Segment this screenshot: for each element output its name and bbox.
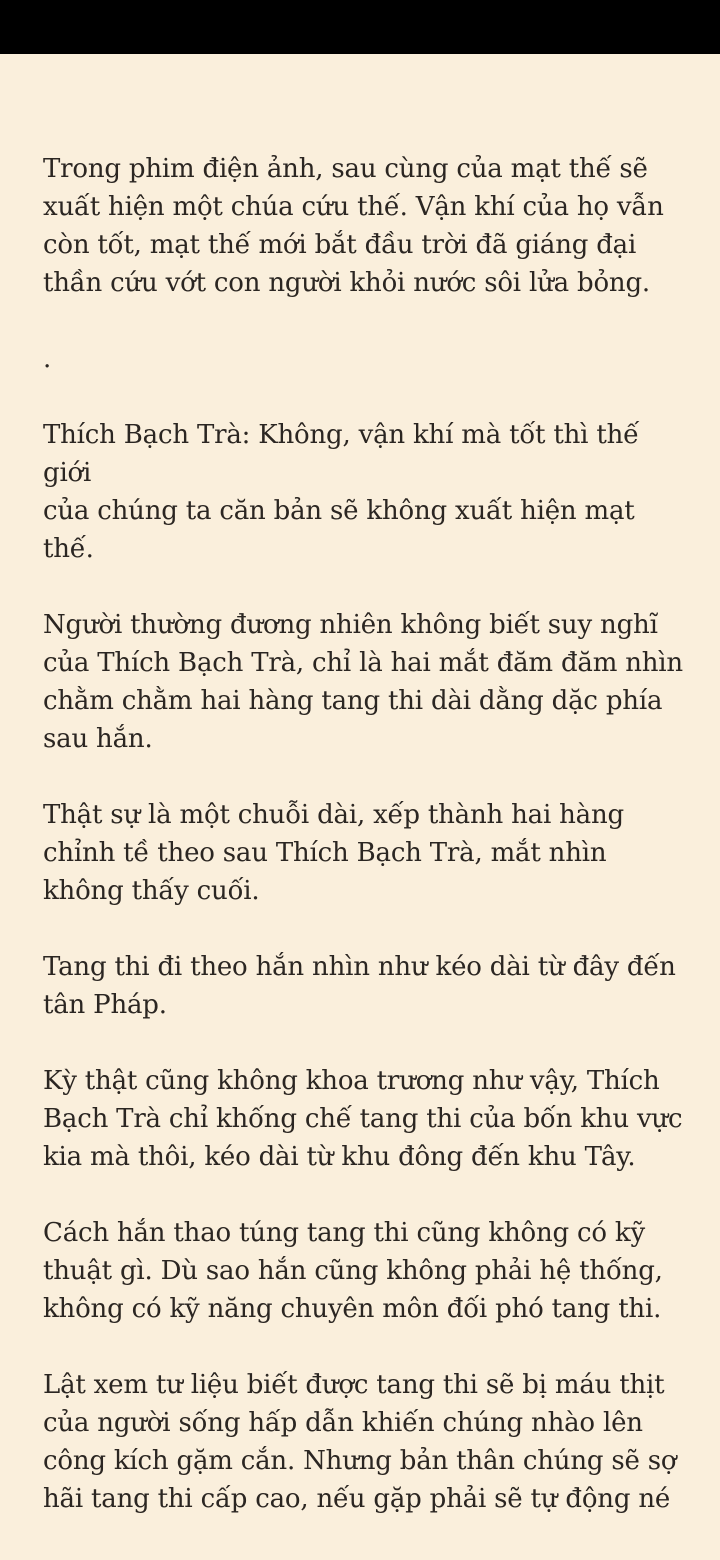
reader-text-area[interactable] (43, 150, 683, 1556)
paragraph: Lật xem tư liệu biết được tang thi sẽ bị máu thịt của người sống hấp dẫn khiến chúng nhào lên công kích gặm cắn. Nhưng bản thân chúng sẽ sợ hãi tang thi cấp cao, nếu gặp phải sẽ tự động né (43, 1370, 677, 1514)
paragraph: Cách hắn thao túng tang thi cũng không có kỹ thuật gì. Dù sao hắn cũng không phải hệ thống, không có kỹ năng chuyên môn đối phó tang thi. (43, 1218, 663, 1324)
paragraph: Tang thi đi theo hắn nhìn như kéo dài từ đây đến tân Pháp. (43, 952, 676, 1020)
paragraph: Kỳ thật cũng không khoa trương như vậy, Thích Bạch Trà chỉ khống chế tang thi của bốn khu vực kia mà thôi, kéo dài từ khu đông đến khu Tây. (43, 1066, 683, 1172)
paragraph: Người thường đương nhiên không biết suy nghĩ của Thích Bạch Trà, chỉ là hai mắt đăm đăm nhìn chằm chằm hai hàng tang thi dài dằng dặc phía sau hắn. (43, 610, 683, 754)
paragraph-separator: . (43, 344, 52, 374)
paragraph: Thật sự là một chuỗi dài, xếp thành hai hàng chỉnh tề theo sau Thích Bạch Trà, mắt nhìn không thấy cuối. (43, 800, 624, 906)
status-bar (0, 0, 720, 54)
paragraph: Thích Bạch Trà: Không, vận khí mà tốt thì thế giới của chúng ta căn bản sẽ không xuất hiện mạt thế. (43, 420, 639, 564)
paragraph: Trong phim điện ảnh, sau cùng của mạt thế sẽ xuất hiện một chúa cứu thế. Vận khí của họ vẫn còn tốt, mạt thế mới bắt đầu trời đã giáng đại thần cứu vớt con người khỏi nước sôi lửa bỏng. (43, 154, 664, 298)
